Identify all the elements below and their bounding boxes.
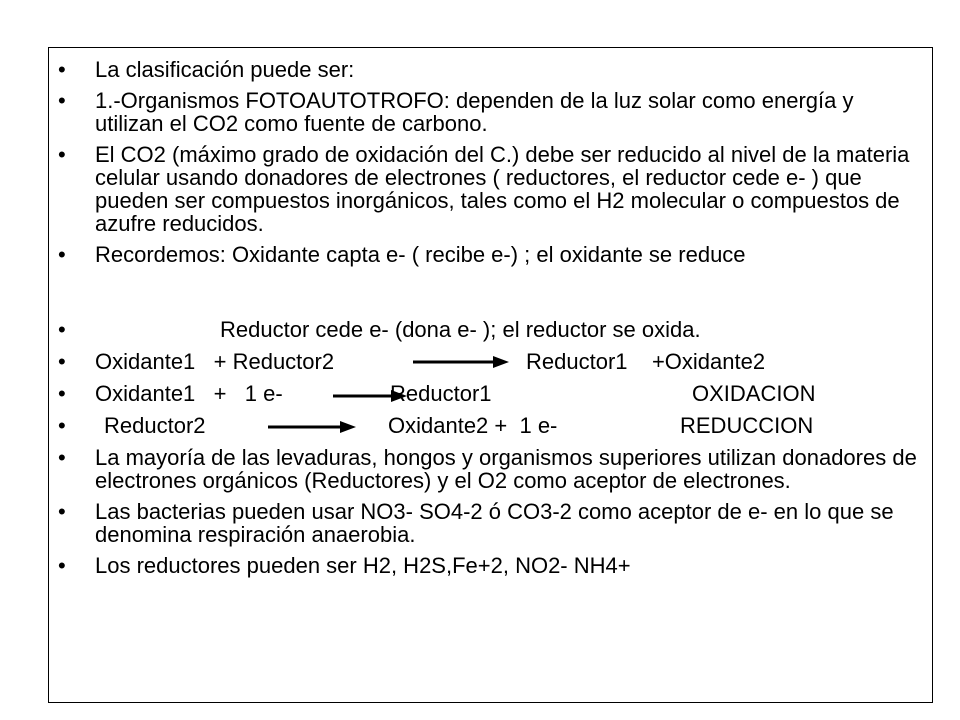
list-item bbox=[58, 58, 920, 81]
reductor-line: Reductor cede e- (dona e- ); el reductor se oxida. bbox=[220, 317, 701, 342]
eq3-right: Oxidante2 + 1 e- bbox=[388, 413, 558, 438]
list-item-text: 1.-Organismos FOTOAUTOTROFO: dependen de la luz solar como energía y utilizan el CO2 como fuente de carbono. bbox=[95, 88, 854, 136]
bullet-list-bottom bbox=[58, 446, 920, 585]
bullet-dot: • bbox=[58, 413, 66, 438]
bullet-dot: • bbox=[58, 242, 66, 267]
eq2-left: Oxidante1 + 1 e- bbox=[95, 381, 283, 406]
right-arrow-icon bbox=[268, 420, 356, 434]
list-item-text: Los reductores pueden ser H2, H2S,Fe+2, NO2- NH4+ bbox=[95, 553, 631, 578]
bullet-dot: • bbox=[58, 499, 66, 524]
right-arrow-icon bbox=[413, 355, 509, 369]
eq2-right: Reductor1 bbox=[390, 381, 492, 406]
eq2-label: OXIDACION bbox=[692, 381, 816, 406]
bullet-dot: • bbox=[58, 349, 66, 374]
list-item-text: Recordemos: Oxidante capta e- ( recibe e-) ; el oxidante se reduce bbox=[95, 242, 746, 267]
list-item-text: El CO2 (máximo grado de oxidación del C.) debe ser reducido al nivel de la materia celular usando donadores de electrones ( reductores, el reductor cede e- ) que pueden ser compuestos inorgánicos, tales como el H2 molecular o compuestos de azufre reducidos. bbox=[95, 142, 910, 236]
list-item bbox=[58, 554, 920, 577]
bullet-dot: • bbox=[58, 88, 66, 113]
bullet-dot: • bbox=[58, 317, 66, 342]
bullet-list-top bbox=[58, 58, 920, 274]
bullet-dot: • bbox=[58, 142, 66, 167]
eq3-label: REDUCCION bbox=[680, 413, 814, 438]
eq1-right: Reductor1 +Oxidante2 bbox=[526, 349, 766, 374]
list-item bbox=[58, 143, 920, 235]
list-item bbox=[58, 446, 920, 492]
bullet-dot: • bbox=[58, 445, 66, 470]
list-item bbox=[58, 500, 920, 546]
bullet-dot: • bbox=[58, 381, 66, 406]
list-item bbox=[58, 89, 920, 135]
list-item-text: Las bacterias pueden usar NO3- SO4-2 ó CO3-2 como aceptor de e- en lo que se denomina respiración anaerobia. bbox=[95, 499, 894, 547]
bullet-dot: • bbox=[58, 57, 66, 82]
list-item-text: La clasificación puede ser: bbox=[95, 57, 355, 82]
bullet-dot: • bbox=[58, 553, 66, 578]
list-item bbox=[58, 243, 920, 266]
list-item-text: La mayoría de las levaduras, hongos y organismos superiores utilizan donadores de electrones orgánicos (Reductores) y el O2 como aceptor de electrones. bbox=[95, 445, 917, 493]
eq3-left: Reductor2 bbox=[104, 413, 206, 438]
eq1-left: Oxidante1 + Reductor2 bbox=[95, 349, 335, 374]
